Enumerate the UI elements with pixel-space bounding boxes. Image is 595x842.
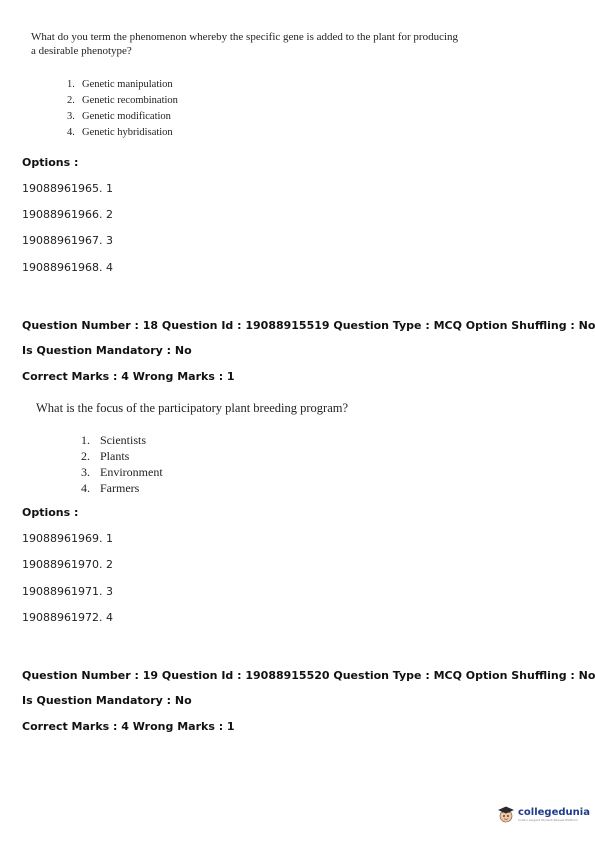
q18-option-2: 19088961970. 2	[22, 558, 113, 571]
q18-header: Question Number : 18 Question Id : 19088915519 Question Type : MCQ Option Shuffling : No	[22, 319, 595, 332]
choice-number: 2.	[67, 95, 75, 106]
choice-text: Farmers	[100, 481, 140, 495]
choice-number: 2.	[81, 449, 90, 463]
q18-mandatory: Is Question Mandatory : No	[22, 344, 192, 357]
q18-option-1: 19088961969. 1	[22, 532, 113, 545]
q17-choice-list	[67, 77, 178, 141]
choice-item	[67, 77, 178, 93]
q18-choice-list	[81, 432, 163, 496]
q18-option-4: 19088961972. 4	[22, 611, 113, 624]
q18-marks: Correct Marks : 4 Wrong Marks : 1	[22, 370, 235, 383]
choice-text: Genetic manipulation	[82, 79, 173, 90]
q17-question-line1: What do you term the phenomenon whereby the specific gene is added to the plant for producing	[31, 31, 459, 43]
graduate-mascot-icon	[497, 805, 515, 823]
choice-text: Scientists	[100, 433, 147, 447]
choice-number: 4.	[81, 481, 90, 495]
q19-mandatory: Is Question Mandatory : No	[22, 694, 192, 707]
choice-item	[81, 464, 163, 480]
choice-text: Genetic recombination	[82, 95, 178, 106]
choice-number: 4.	[67, 127, 75, 138]
choice-text: Plants	[100, 449, 130, 463]
choice-text: Genetic hybridisation	[82, 127, 173, 138]
choice-text: Genetic modification	[82, 111, 171, 122]
q17-option-2: 19088961966. 2	[22, 208, 113, 221]
choice-item	[67, 109, 178, 125]
q17-option-1: 19088961965. 1	[22, 182, 113, 195]
q18-option-3: 19088961971. 3	[22, 585, 113, 598]
q18-question: What is the focus of the participatory plant breeding program?	[36, 401, 349, 415]
choice-text: Environment	[100, 465, 163, 479]
choice-item	[81, 448, 163, 464]
logo-tagline: India's Largest Student Review Platform	[518, 817, 578, 822]
choice-number: 3.	[81, 465, 90, 479]
q19-header: Question Number : 19 Question Id : 19088915520 Question Type : MCQ Option Shuffling : No	[22, 669, 595, 682]
logo-text: collegedunia	[518, 806, 590, 818]
choice-item	[81, 432, 163, 448]
collegedunia-logo	[497, 805, 590, 823]
q17-option-3: 19088961967. 3	[22, 234, 113, 247]
choice-item	[67, 93, 178, 109]
choice-item	[67, 125, 178, 141]
choice-number: 1.	[81, 433, 90, 447]
q19-marks: Correct Marks : 4 Wrong Marks : 1	[22, 720, 235, 733]
q17-options-label: Options :	[22, 156, 79, 169]
q18-options-label: Options :	[22, 506, 79, 519]
choice-number: 3.	[67, 111, 75, 122]
choice-number: 1.	[67, 79, 75, 90]
q17-option-4: 19088961968. 4	[22, 261, 113, 274]
choice-item	[81, 480, 163, 496]
q17-question-line2: a desirable phenotype?	[31, 45, 132, 57]
